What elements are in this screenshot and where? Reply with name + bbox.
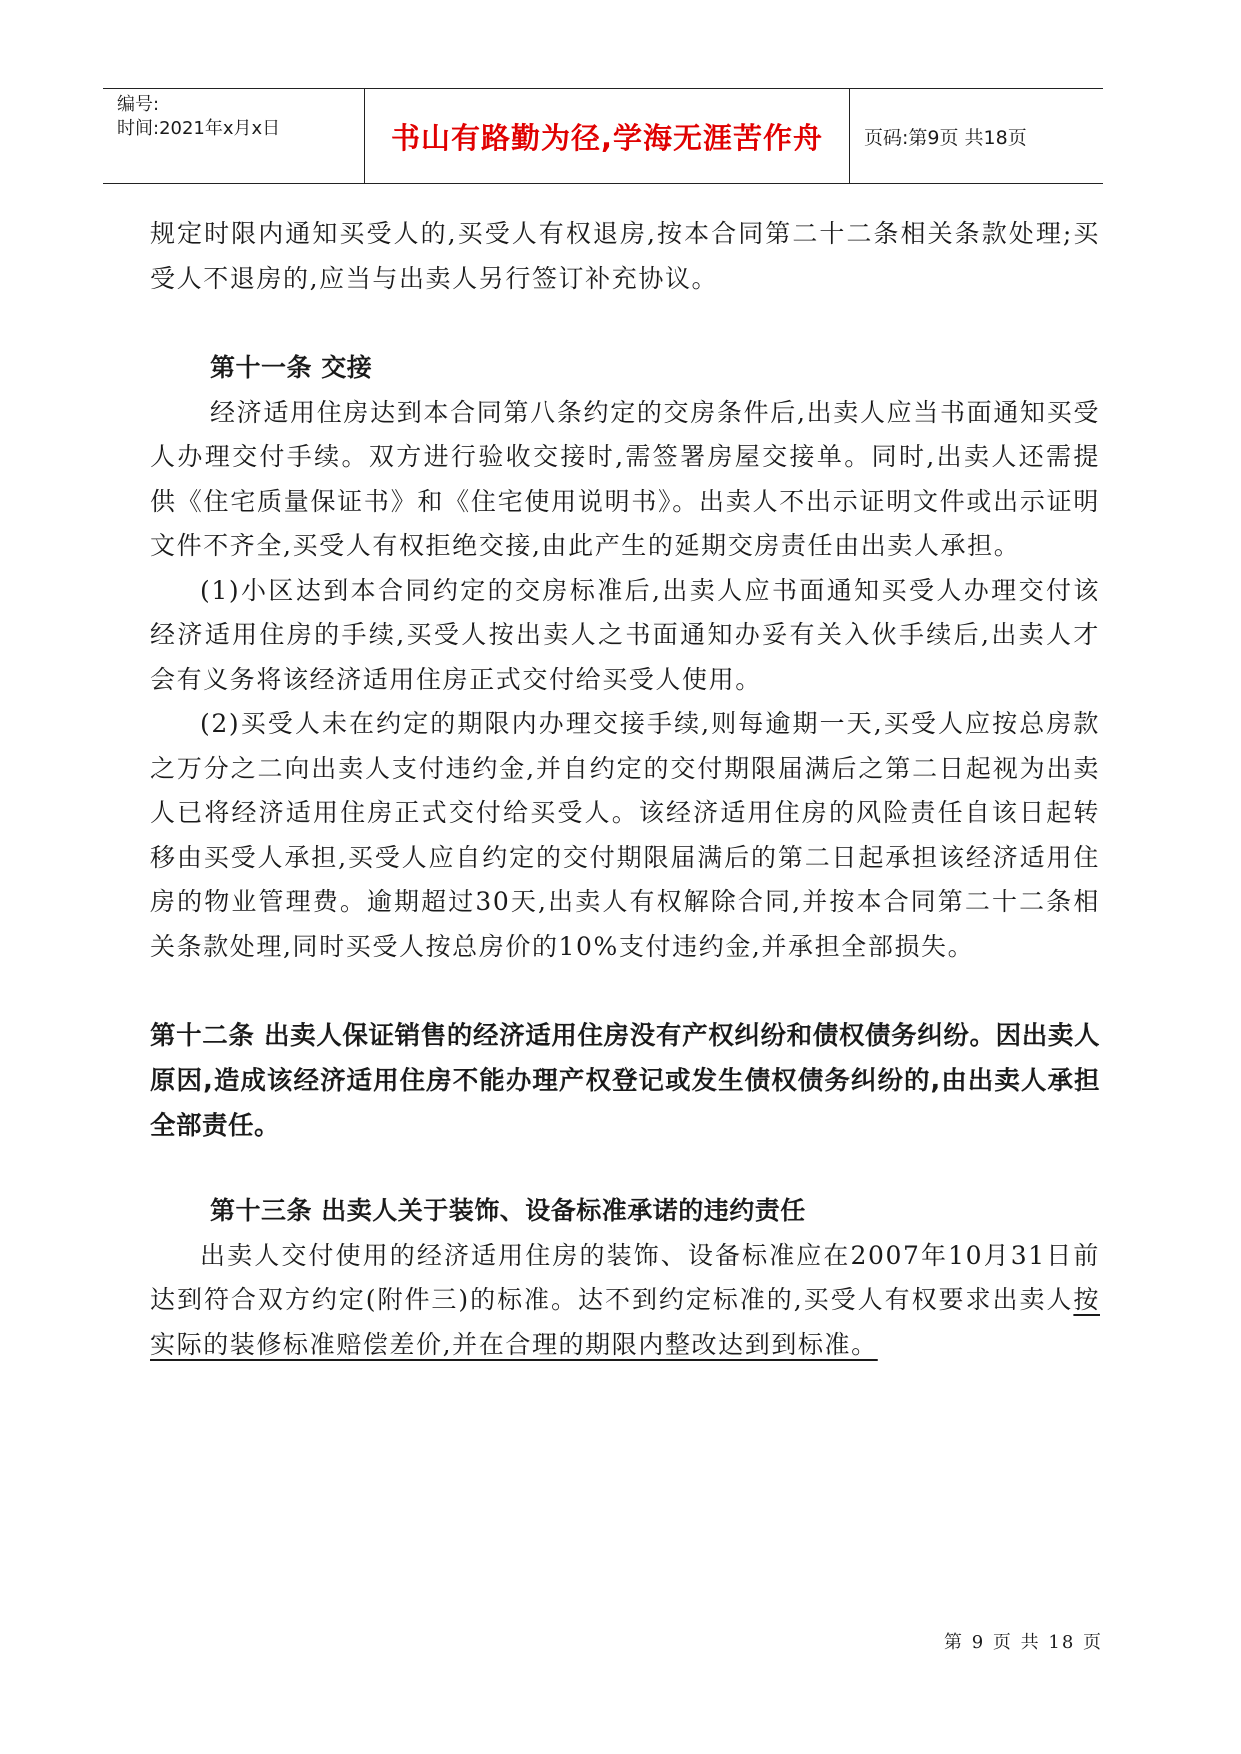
article-13-heading: 第十三条 出卖人关于装饰、设备标准承诺的违约责任 xyxy=(210,1196,806,1225)
article-13-text: 出卖人交付使用的经济适用住房的装饰、设备标准应在2007年10月31日前达到符合双方约定(附件三)的标准。达不到约定标准的,买受人有权要求出卖人 xyxy=(150,1240,1100,1314)
article-11-heading: 第十一条 交接 xyxy=(210,353,373,382)
article-11-paragraph: 经济适用住房达到本合同第八条约定的交房条件后,出卖人应当书面通知买受人办理交付手续。双方进行验收交接时,需签署房屋交接单。同时,出卖人还需提供《住宅质量保证书》和《住宅使用说明书》。出卖人不出示证明文件或出示证明文件不齐全,买受人有权拒绝交接,由此产生的延期交房责任由出卖人承担。 xyxy=(150,397,1100,560)
header-page-code: 页码:第9页 共18页 xyxy=(864,126,1027,149)
article-12: 第十二条 出卖人保证销售的经济适用住房没有产权纠纷和债权债务纠纷。因出卖人原因,造成该经济适用住房不能办理产权登记或发生债权债务纠纷的,由出卖人承担全部责任。 xyxy=(150,1021,1100,1141)
document-body xyxy=(150,212,1100,1367)
header-motto: 书山有路勤为径,学海无涯苦作舟 xyxy=(365,89,850,183)
article-11-item-2: (2)买受人未在约定的期限内办理交接手续,则每逾期一天,买受人应按总房款之万分之二向出卖人支付违约金,并自约定的交付期限届满后之第二日起视为出卖人已将经济适用住房正式交付给买受人。该经济适用住房的风险责任自该日起转移由买受人承担,买受人应自约定的交付期限届满后的第二日起承担该经济适用住房的物业管理费。逾期超过30天,出卖人有权解除合同,并按本合同第二十二条相关条款处理,同时买受人按总房价的10%支付违约金,并承担全部损失。 xyxy=(150,709,1100,961)
serial-label: 编号: xyxy=(117,94,160,115)
paragraph-continued: 规定时限内通知买受人的,买受人有权退房,按本合同第二十二条相关条款处理;买受人不退房的,应当与出卖人另行签订补充协议。 xyxy=(150,219,1100,293)
article-13-underlined-text: 按实际的装修标准赔偿差价,并在合理的期限内整改达到到标准。 xyxy=(150,1285,1100,1359)
header-meta xyxy=(103,89,365,183)
article-11-item-1: (1)小区达到本合同约定的交房标准后,出卖人应书面通知买受人办理交付该经济适用住房的手续,买受人按出卖人之书面通知办妥有关入伙手续后,出卖人才会有义务将该经济适用住房正式交付给买受人使用。 xyxy=(150,575,1100,694)
time-label: 时间:2021年x月x日 xyxy=(117,118,281,139)
page-footer: 第 9 页 共 18 页 xyxy=(944,1632,1103,1653)
article-13-paragraph xyxy=(150,1234,1100,1368)
page-header xyxy=(103,88,1103,184)
